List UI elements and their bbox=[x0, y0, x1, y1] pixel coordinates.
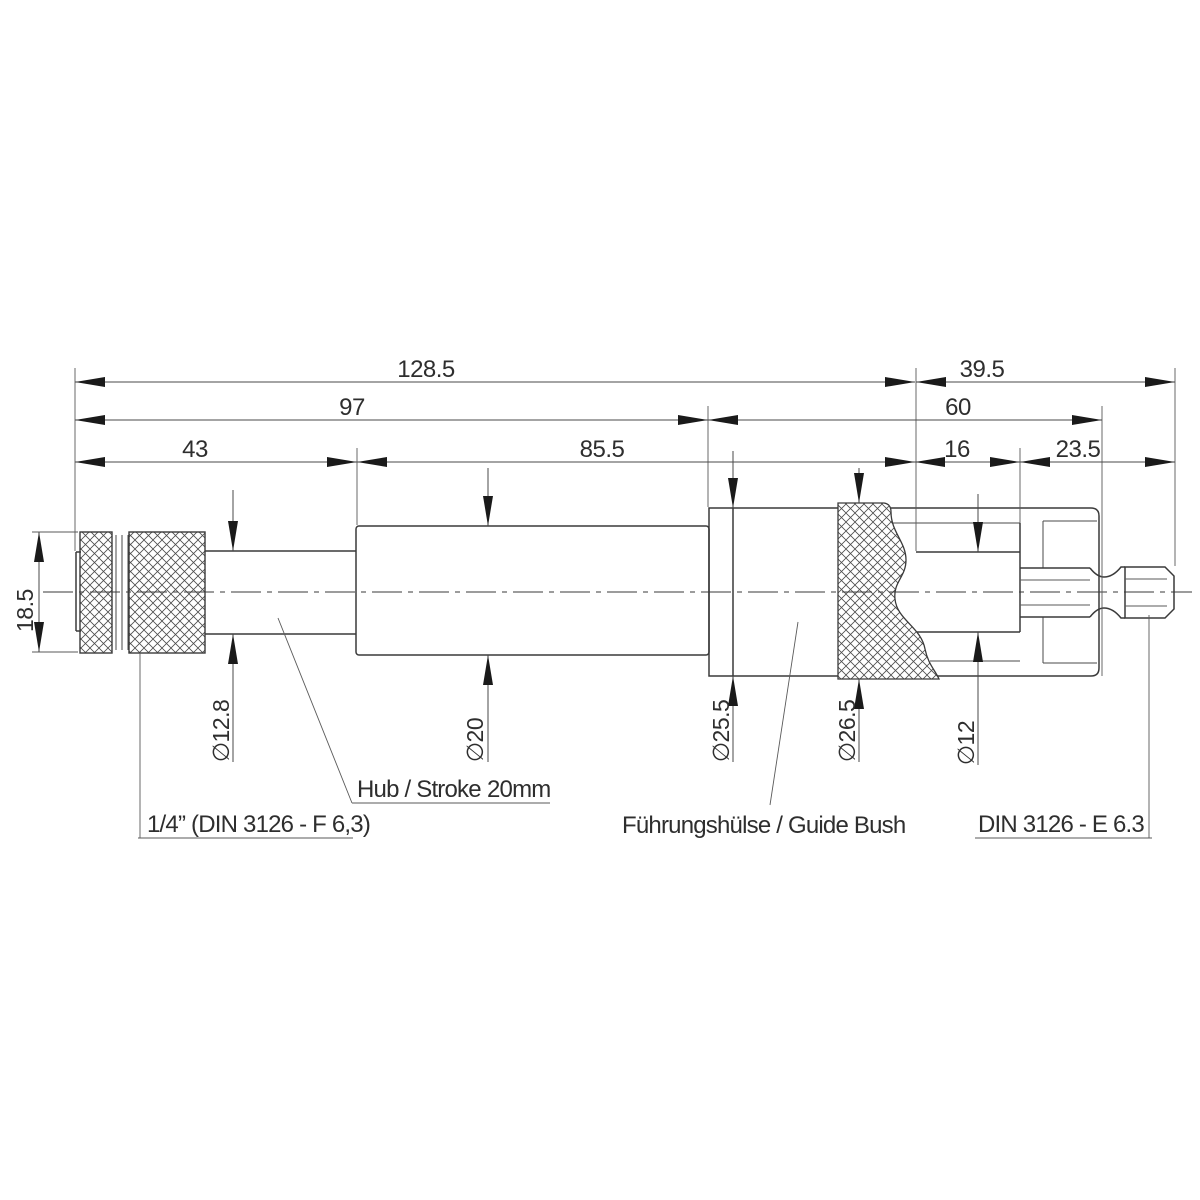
dia-front-shaft-text: ∅12.8 bbox=[208, 699, 234, 762]
dim-mid-length-text: 85.5 bbox=[579, 436, 625, 463]
dim-mid-length bbox=[357, 436, 915, 467]
dim-front-length-text: 43 bbox=[182, 436, 208, 463]
dim-front-height-text: 18.5 bbox=[12, 589, 38, 632]
stroke-value: 20mm bbox=[487, 776, 551, 803]
dim-socket-depth bbox=[915, 436, 1020, 467]
rear-shank-callout bbox=[975, 615, 1152, 838]
knurled-band-hatch bbox=[838, 503, 939, 679]
mid-cylinder bbox=[356, 526, 709, 655]
dim-bush-length bbox=[708, 394, 1102, 425]
dia-knurl-text: ∅26.5 bbox=[834, 699, 860, 762]
dia-cylinder-text: ∅20 bbox=[462, 717, 488, 762]
dim-front-length bbox=[75, 436, 357, 467]
dim-socket-depth-text: 16 bbox=[944, 436, 970, 463]
dia-cylinder bbox=[462, 468, 493, 762]
dim-rear-section bbox=[916, 356, 1175, 387]
dia-bush-text: ∅25.5 bbox=[708, 699, 734, 762]
dim-bush-length-text: 60 bbox=[945, 394, 971, 421]
stroke-label: Hub / Stroke bbox=[357, 776, 481, 803]
bit-socket bbox=[916, 523, 1020, 632]
dia-socket bbox=[953, 494, 983, 765]
dim-rear-section-text: 39.5 bbox=[959, 356, 1005, 383]
dia-front-shaft bbox=[208, 490, 238, 762]
rear-shank-label: DIN 3126 - E 6.3 bbox=[978, 811, 1144, 838]
dim-body-length-text: 97 bbox=[339, 394, 365, 421]
dim-overall-length bbox=[75, 356, 915, 387]
dim-shank-length-text: 23.5 bbox=[1055, 436, 1101, 463]
front-drive-label: 1/4” (DIN 3126 - F 6,3) bbox=[147, 811, 371, 838]
part-outline bbox=[76, 503, 1174, 679]
dim-overall-length-text: 128.5 bbox=[397, 356, 455, 383]
stroke-callout bbox=[278, 618, 550, 803]
dim-shank-length bbox=[1020, 436, 1175, 467]
dia-socket-text: ∅12 bbox=[953, 720, 979, 765]
front-drive-callout bbox=[138, 653, 370, 838]
extension-lines bbox=[75, 368, 1175, 676]
dim-body-length bbox=[75, 394, 708, 425]
guide-bush-label: Führungshülse / Guide Bush bbox=[622, 812, 906, 839]
